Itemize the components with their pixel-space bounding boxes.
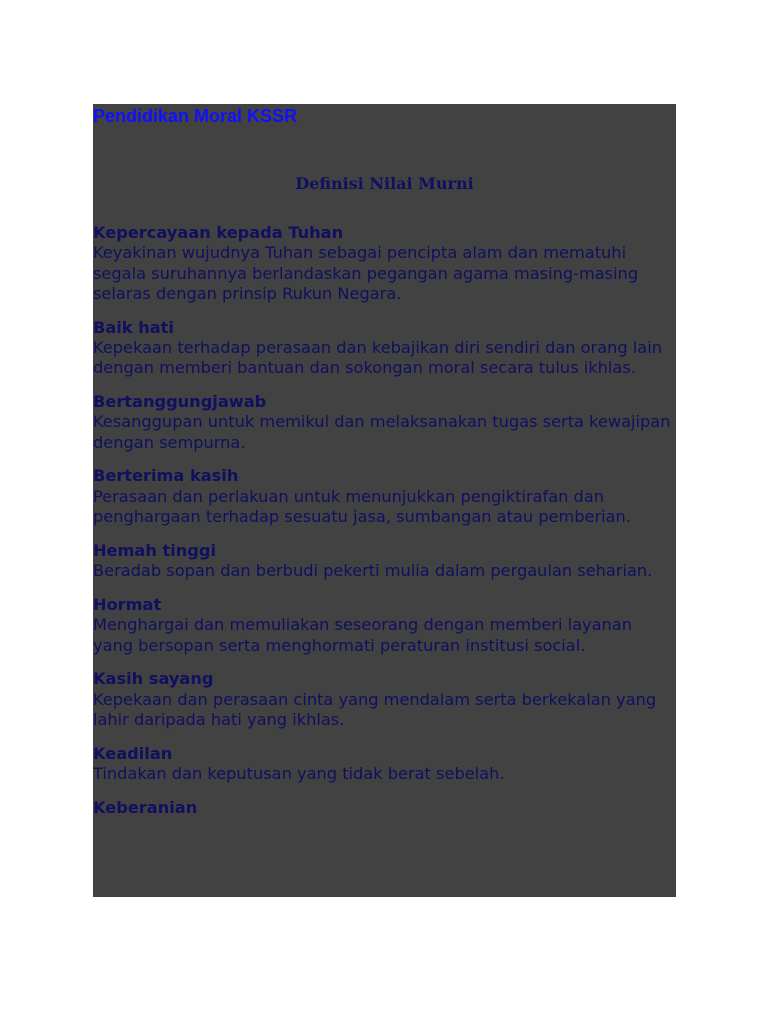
list-item bbox=[93, 798, 676, 818]
value-definition: Beradab sopan dan berbudi pekerti mulia dalam pergaulan seharian. bbox=[93, 561, 653, 581]
value-term: Hemah tinggi bbox=[93, 540, 217, 560]
list-item bbox=[93, 541, 676, 582]
value-definition: Perasaan dan perlakuan untuk menunjukkan pengiktirafan dan penghargaan terhadap sesuatu jasa, sumbangan atau pemberian. bbox=[93, 486, 631, 527]
value-term: Keberanian bbox=[93, 797, 198, 817]
list-item bbox=[93, 744, 676, 785]
value-definition: Kepekaan dan perasaan cinta yang mendalam serta berkekalan yang lahir daripada hati yang ikhlas. bbox=[93, 689, 657, 729]
value-definition-list bbox=[93, 223, 676, 832]
list-item bbox=[93, 595, 676, 656]
list-item bbox=[93, 392, 676, 453]
list-item bbox=[93, 466, 676, 527]
value-definition: Kesanggupan untuk memikul dan melaksanakan tugas serta kewajipan dengan sempurna. bbox=[93, 412, 671, 452]
value-definition: Keyakinan wujudnya Tuhan sebagai pencipta alam dan mematuhi segala suruhannya berlandaskan pegangan agama masing-masing selaras dengan prinsip Rukun Negara. bbox=[93, 243, 639, 303]
value-term: Keadilan bbox=[93, 743, 173, 763]
value-term: Bertanggungjawab bbox=[93, 392, 267, 412]
list-item bbox=[93, 669, 676, 730]
list-item bbox=[93, 318, 676, 379]
value-definition: Kepekaan terhadap perasaan dan kebajikan diri sendiri dan orang lain dengan memberi bantuan dan sokongan moral secara tulus ikhlas. bbox=[93, 337, 662, 378]
value-term: Kasih sayang bbox=[93, 669, 214, 689]
document-panel bbox=[93, 104, 676, 897]
value-term: Baik hati bbox=[93, 317, 174, 337]
list-item bbox=[93, 223, 676, 304]
value-term: Hormat bbox=[93, 594, 162, 614]
value-definition: Menghargai dan memuliakan seseorang dengan memberi layanan yang bersopan serta menghormati peraturan institusi social. bbox=[93, 615, 632, 655]
value-term: Kepercayaan kepada Tuhan bbox=[93, 223, 344, 242]
page-heading: Definisi Nilai Murni bbox=[295, 174, 474, 193]
value-term: Berterima kasih bbox=[93, 466, 239, 486]
value-definition: Tindakan dan keputusan yang tidak berat sebelah. bbox=[93, 764, 505, 784]
blog-title[interactable]: Pendidikan Moral KSSR bbox=[93, 106, 298, 126]
